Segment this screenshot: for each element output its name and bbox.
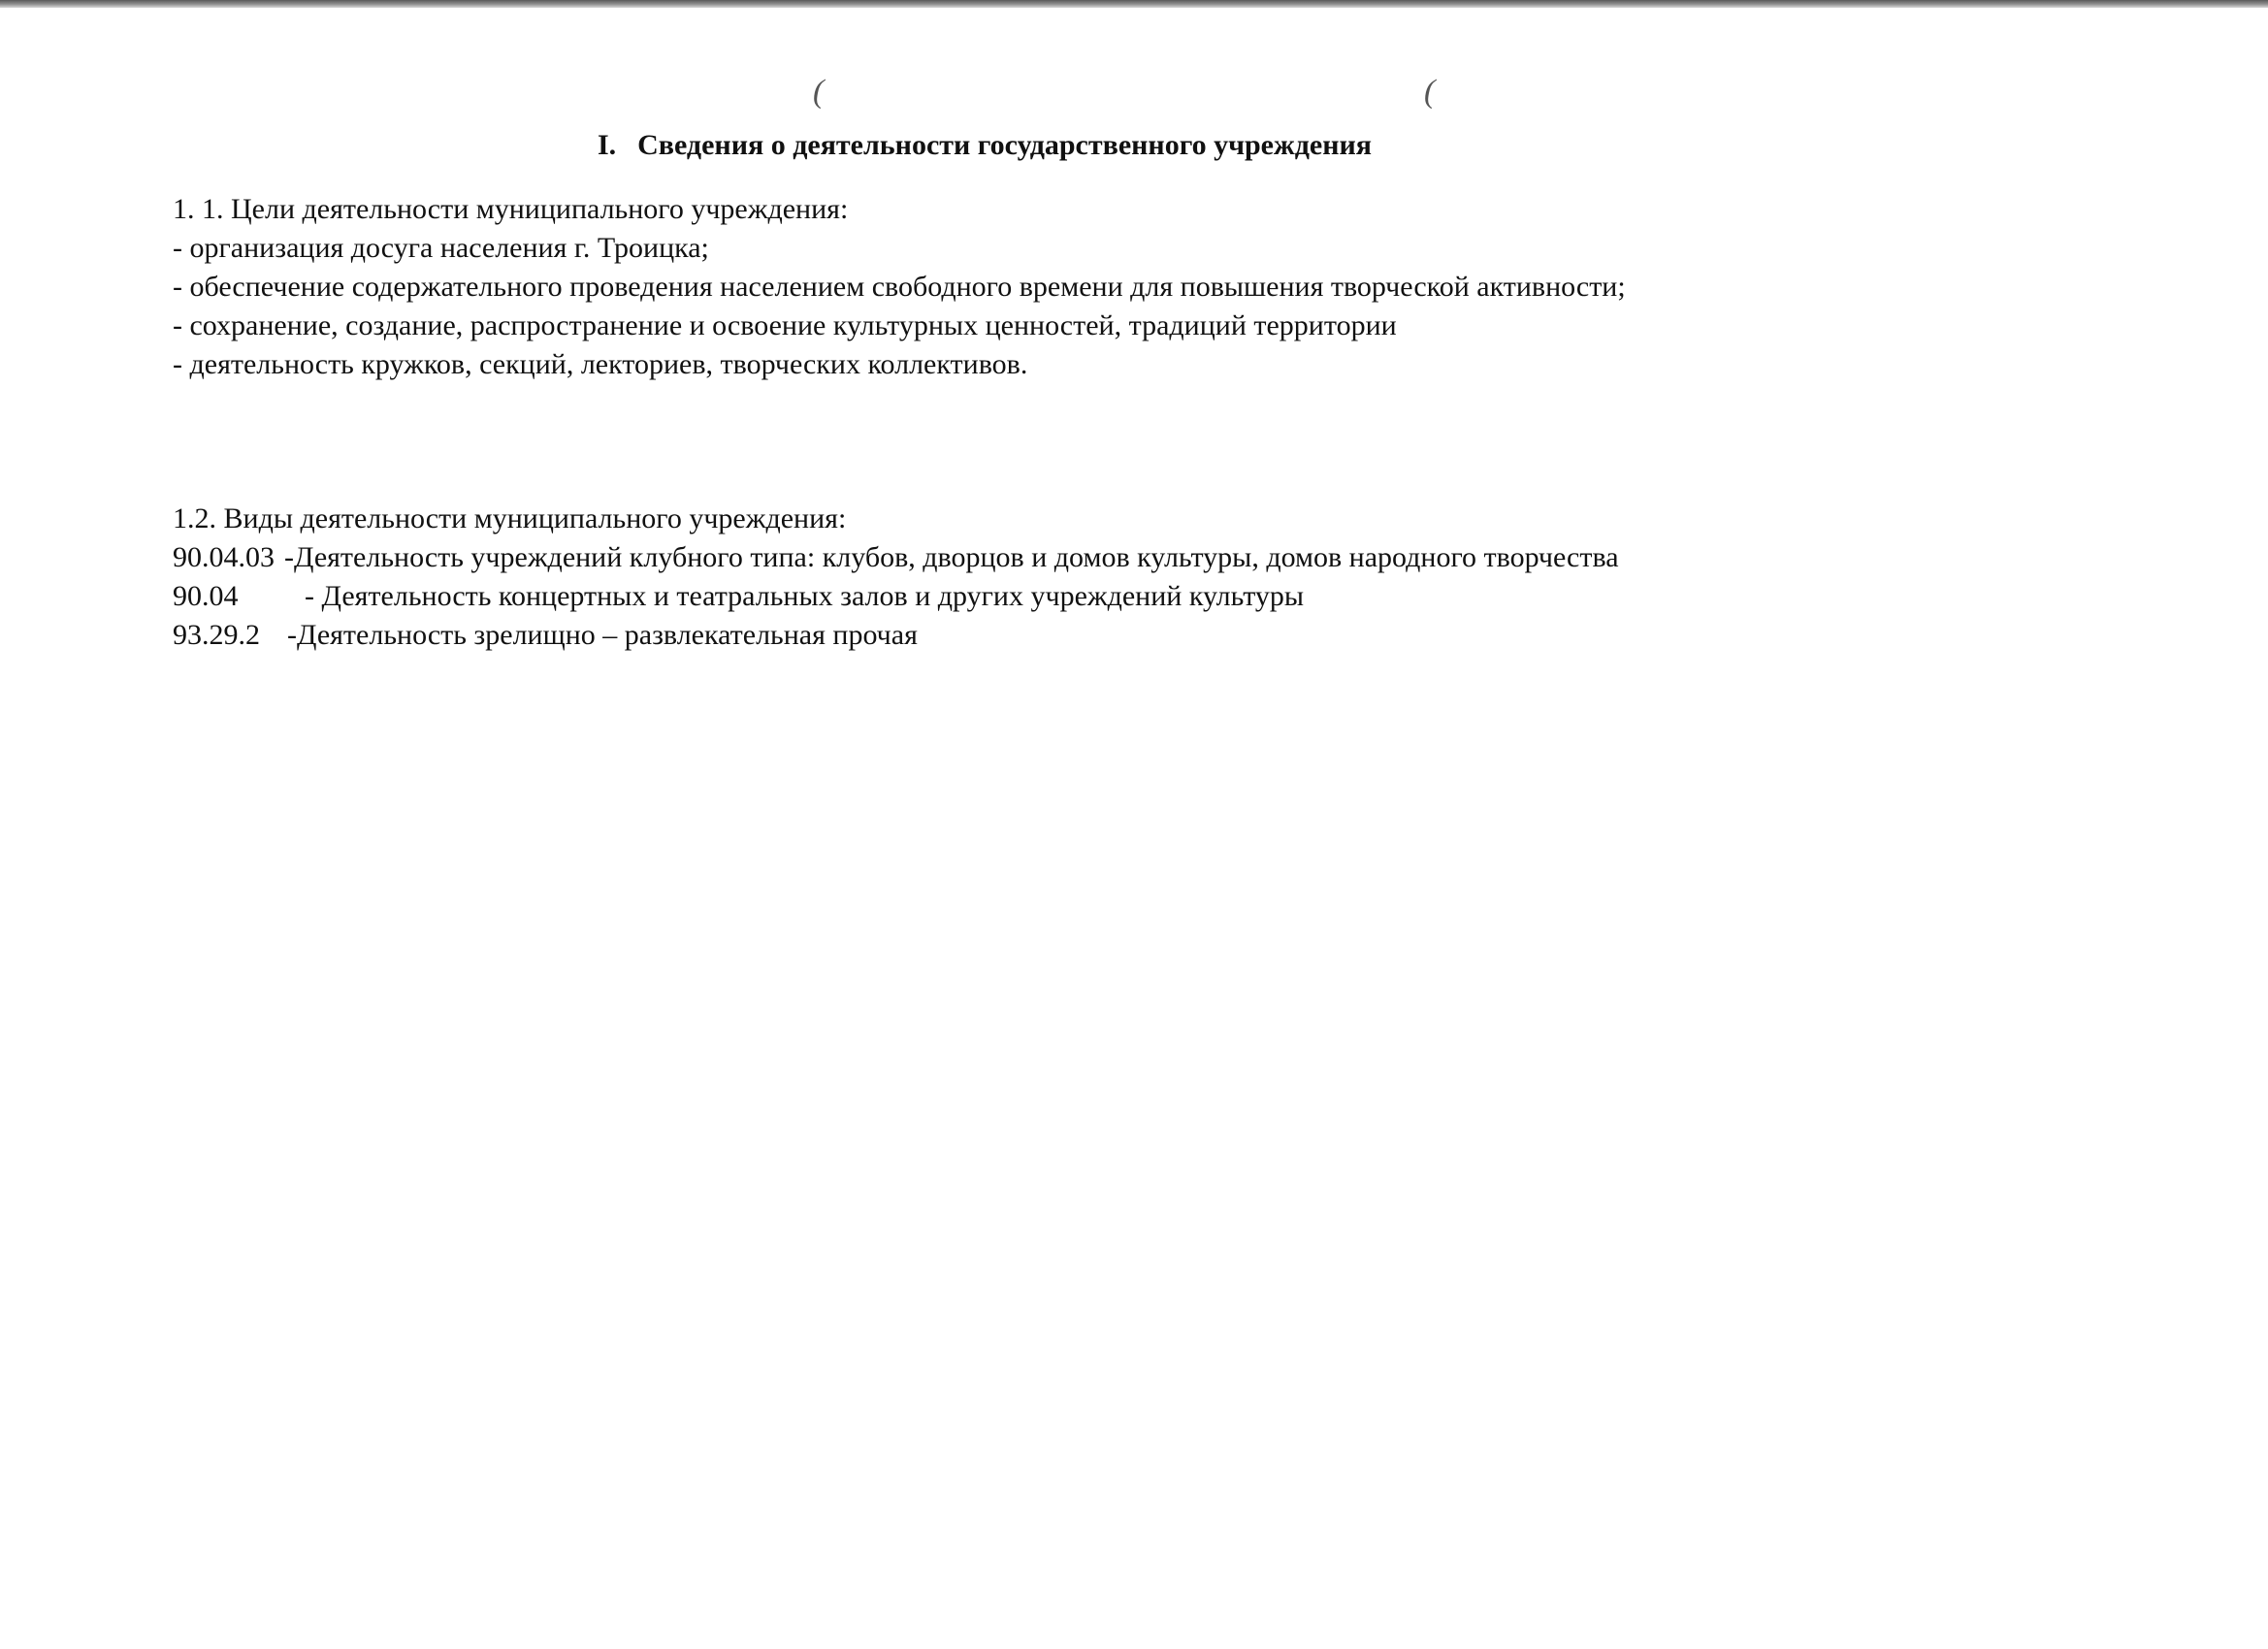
kind-text: -Деятельность учреждений клубного типа: клубов, дворцов и домов культуры, домов народного творчества bbox=[284, 541, 1619, 573]
goal-item: - деятельность кружков, секций, лекториев, творческих коллективов. bbox=[173, 348, 1028, 380]
goal-item: - сохранение, создание, распространение и освоение культурных ценностей, традиций территории bbox=[173, 309, 1397, 341]
kind-code: 90.04.03 bbox=[173, 541, 275, 573]
kinds-heading: 1.2. Виды деятельности муниципального учреждения: bbox=[173, 502, 847, 534]
section-title bbox=[0, 126, 1969, 165]
activity-kinds-section bbox=[173, 500, 1619, 655]
goal-item: - организация досуга населения г. Троицка; bbox=[173, 232, 709, 264]
goals-heading: 1. 1. Цели деятельности муниципального учреждения: bbox=[173, 193, 849, 225]
scan-mark-left: ( bbox=[813, 74, 825, 110]
goal-item: - обеспечение содержательного проведения населением свободного времени для повышения творческой активности; bbox=[173, 271, 1626, 303]
section-number: I. bbox=[597, 129, 617, 161]
scan-mark-right: ( bbox=[1424, 74, 1436, 110]
kind-item bbox=[173, 577, 1619, 616]
kind-code: 93.29.2 bbox=[173, 619, 260, 651]
goals-section bbox=[173, 190, 1626, 384]
kind-text: - Деятельность концертных и театральных залов и других учреждений культуры bbox=[305, 580, 1305, 612]
scan-top-edge bbox=[0, 0, 2268, 8]
kind-text: -Деятельность зрелищно – развлекательная прочая bbox=[287, 619, 918, 651]
section-title-text: Сведения о деятельности государственного учреждения bbox=[637, 129, 1373, 161]
kind-item bbox=[173, 538, 1619, 577]
kind-item bbox=[173, 616, 1619, 655]
kind-code: 90.04 bbox=[173, 580, 239, 612]
